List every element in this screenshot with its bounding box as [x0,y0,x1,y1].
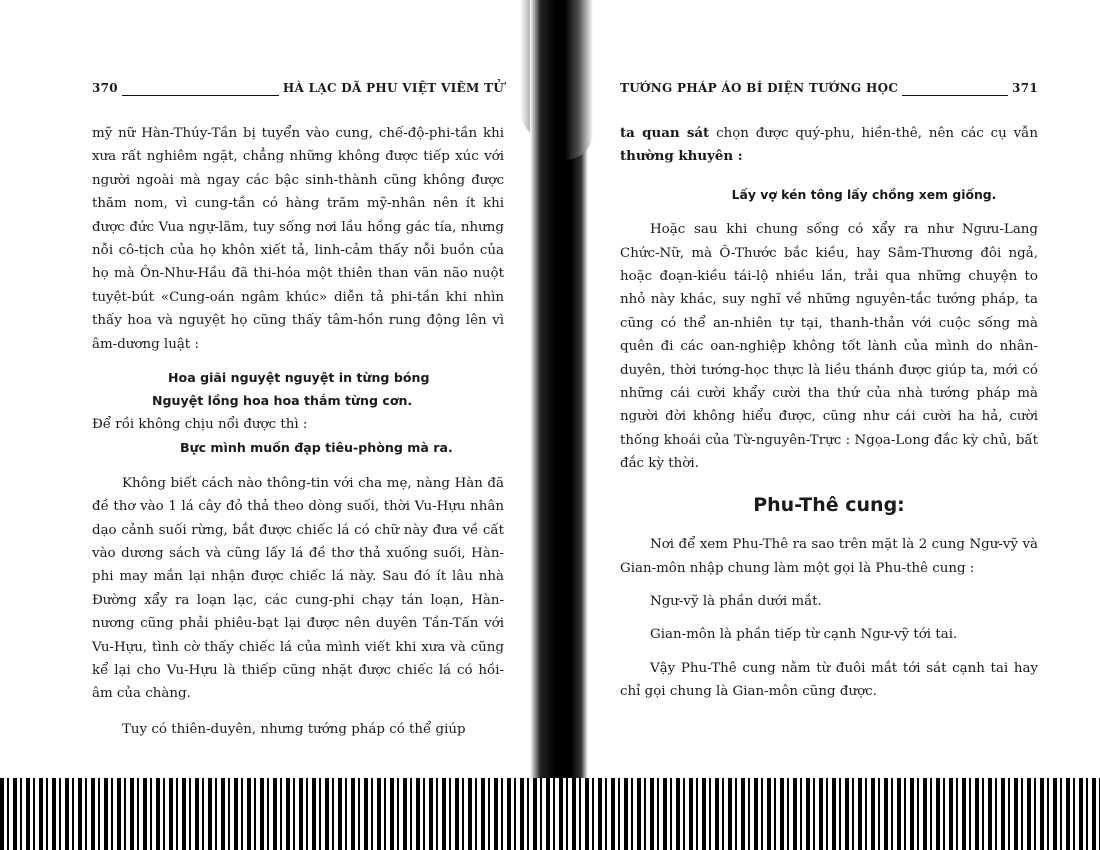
right-paragraph-1-tail: thường khuyên : [620,148,743,165]
right-paragraph-1 [620,122,1038,169]
right-paragraph-4: Ngư-vỹ là phần dưới mắt. [650,593,822,609]
right-paragraph-1-body: chọn được quý-phu, hiền-thê, nên các cụ vẫn [716,126,1038,141]
left-paragraph-1: mỹ nữ Hàn-Thúy-Tần bị tuyển vào cung, chế-độ-phi-tần khi xưa rất nghiêm ngặt, chẳng những không được tiếp xúc với người ngoài mà ngay các bậc sinh-thành cũng không được thăm nom, vì cung-tần có hàng trăm mỹ-nhân nên ít khi được đức Vua ngự-lãm, tuy sống nơi lầu hồng gác tía, nhưng nỗi cô-tịch của họ khôn xiết tả, linh-cảm thấy nỗi buồn của họ mà Ôn-Như-Hầu đã thi-hóa một thiên than vãn não nuột tuyệt-bút «Cung-oán ngâm khúc» diễn tả phi-tần khi nhìn thấy hoa và nguyệt họ cũng thấy tâm-hồn rung động lên vì âm-dương luật : [92,126,504,352]
right-paragraph-1-lead: ta quan sát [620,125,710,141]
header-rule [902,95,1008,96]
right-running-head: TƯỚNG PHÁP ÁO BÍ DIỆN TƯỚNG HỌC [620,80,899,95]
section-title: Phu-Thê cung: [753,493,905,516]
verse-line-4: Bực mình muốn đạp tiêu-phòng mà ra. [180,440,453,456]
right-paragraph-2: Hoặc sau khi chung sống có xẩy ra như Ngưu-Lang Chức-Nữ, mà Ô-Thước bắc kiều, hay Sâm-Thương đôi ngả, hoặc đoạn-kiều tái-lộ nhiều lần, trải qua những chuyện to nhỏ này khác, suy nghĩ về những nguyên-tắc tướng pháp, ta cũng có thể an-nhiên tự tại, thanh-thản với cuộc sống mà quên đi các oan-nghiệp không tốt lành của mình do nhân-duyên, thời tướng-học thực là liều thánh được giúp ta, mới có những cái cười khẩy cười tha thứ của nhà tướng pháp mà người đời không hiểu được, cũng như cái cười ha hả, cười thống khoái của Từ-nguyên-Trực : Ngọa-Long đắc kỳ chủ, bất đắc kỳ thời. [620,222,1038,472]
right-page-header [620,80,1038,100]
left-page-number: 370 [92,80,118,95]
proverb: Lấy vợ kén tông lấy chồng xem giống. [731,186,997,202]
header-rule [122,95,279,96]
right-paragraph-3: Nơi để xem Phu-Thê ra sao trên mặt là 2 cung Ngư-vỹ và Gian-môn nhập chung làm một gọi là Phu-thê cung : [620,537,1038,576]
right-page [620,80,1038,714]
right-paragraph-5: Gian-môn là phần tiếp từ cạnh Ngư-vỹ tới tai. [650,627,958,643]
left-paragraph-2: Không biết cách nào thông-tin với cha mẹ, nàng Hàn đã đề thơ vào 1 lá cây đỏ thả theo dòng suối, thời Vu-Hựu nhân dạo cảnh suối rừng, bắt được chiếc lá có chữ này đưa về cất vào dương sách và cũng lấy lá đề thơ thả xuống suối, Hàn-phi may mắn lại nhận được chiếc lá này. Sau đó ít lâu nhà Đường xẩy ra loạn lạc, các cung-phi chạy tán loạn, Hàn-nương cũng phải phiêu-bạt lại được nên duyên Tần-Tấn với Vu-Hựu, tình cờ thấy chiếc lá của mình viết khi xưa và cũng kể lại cho Vu-Hựu là thiếp cũng nhặt được chiếc lá có hồi-âm của chàng. [92,475,504,702]
right-page-number: 371 [1012,80,1038,95]
binding-shadow-right [565,0,593,160]
verse-line-2: Nguyệt lồng hoa hoa thắm từng cơn. [152,393,413,409]
left-page-header [92,80,504,100]
left-page [92,80,504,741]
verse-line-1: Hoa giãi nguyệt nguyệt in từng bóng [168,370,430,386]
verse-line-3: Để rồi không chịu nổi được thì : [92,416,308,432]
right-paragraph-6: Vậy Phu-Thê cung nằm từ đuôi mắt tới sát cạnh tai hay chỉ gọi chung là Gian-môn cũng được. [620,660,1038,700]
left-running-head: HÀ LẠC DÃ PHU VIỆT VIÊM TỬ [282,80,504,95]
left-paragraph-3: Tuy có thiên-duyên, nhưng tướng pháp có thể giúp [122,721,466,737]
scan-edge-stripes [0,778,1100,850]
